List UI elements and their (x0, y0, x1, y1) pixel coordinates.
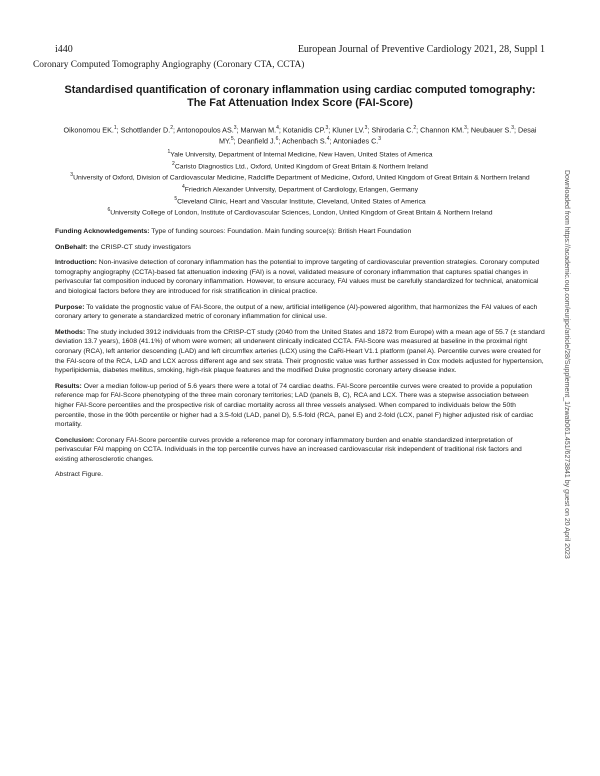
author-name: Desai MY. (218, 125, 537, 146)
affiliation-list (62, 148, 538, 218)
journal-title: European Journal of Preventive Cardiology 2021, 28, Suppl 1 (297, 44, 545, 55)
affiliation-marker: 3 (233, 125, 237, 131)
funding-paragraph: Funding Acknowledgements: Type of funding sources: Foundation. Main funding source(s): British Heart Foundation (55, 228, 412, 235)
author-name: Channon KM. (420, 125, 465, 135)
affiliation-number: 2 (172, 160, 175, 167)
article-title: Standardised quantification of coronary inflammation using cardiac computed tomography: The Fat Attenuation Index Score (FAI-Score) (64, 84, 536, 109)
affiliation-marker: 3 (364, 125, 368, 131)
author-name: Achenbach S. (281, 136, 327, 146)
author-name: Antonopoulos AS. (176, 125, 234, 135)
affiliation-marker: 2 (413, 125, 417, 131)
abstract-figure-caption: Abstract Figure. (55, 471, 103, 479)
affiliation-text: Friedrich Alexander University, Department of Cardiology, Erlangen, Germany (184, 186, 418, 194)
affiliation-marker: 3 (464, 125, 467, 131)
affiliation-number: 4 (182, 184, 185, 191)
affiliation-marker: 5 (230, 135, 234, 142)
author-name: Neubauer S. (470, 125, 512, 135)
on-behalf-paragraph: OnBehalf: the CRISP-CT study investigators (55, 243, 191, 251)
affiliation-marker: 1 (113, 125, 117, 131)
affiliation-text: University College of London, Institute of Cardiovascular Sciences, London, United Kingdom of Great Britain & Northern Ireland (110, 209, 493, 217)
affiliation-marker: 4 (276, 125, 279, 131)
introduction-paragraph: Introduction: Non-invasive detection of coronary inflammation has the potential to improve targeting of cardiovascular prevention strategies. Coronary computed tomography angiography (CCTA)-based fat attenuation indexing (FAI) is a novel, validated measure of coronary inflammation that captures spatial changes in perivascular fat composition induced by coronary inflammation. However, to ensure accuracy, FAI values must be carefully standardized for technical, anatomical and biological factors before they are introduced for risk stratification in clinical practice. (55, 259, 540, 295)
affiliation-line (62, 195, 538, 207)
affiliation-line (62, 148, 538, 160)
abstract-body (55, 227, 545, 486)
affiliation-line (62, 206, 538, 218)
author-name: Deanfield J. (237, 136, 276, 146)
affiliation-text: University of Oxford, Division of Cardiovascular Medicine, Radcliffe Department of Medicine, Oxford, United Kingdom of Great Britain & Northern Ireland (73, 174, 530, 182)
conclusion-paragraph: Conclusion: Coronary FAI-Score percentile curves provide a reference map for coronary inflammatory burden and enable standardized interpretation of perivascular FAI mapping on CCTA. Individuals in the top percentile curves have an increased cardiovascular risk independent of traditional risk factors and existing atherosclerotic changes. (55, 436, 522, 463)
affiliation-marker: 3 (511, 125, 515, 131)
affiliation-marker: 4 (326, 135, 330, 142)
author-name: Kluner LV. (332, 125, 365, 135)
affiliation-number: 5 (174, 195, 178, 202)
author-name: Schottlander D. (120, 125, 171, 135)
affiliation-number: 1 (167, 149, 171, 155)
affiliation-number: 3 (70, 172, 74, 179)
affiliation-line (62, 160, 538, 172)
author-name: Oikonomou EK. (63, 125, 114, 135)
affiliation-line (62, 183, 538, 195)
affiliation-marker: 3 (378, 135, 382, 142)
author-list: Oikonomou EK.$^1$; Schottlander D.$^2$; Antonopoulos AS.$^3$; Marwan M.$^4$; Kotanidis CP.$^3$; Kluner LV.$^3$; Shirodaria C.$^2$; Channon KM.$^3$; Neubauer S.$^3$; Desai MY.$^5$; Deanfield J.$^6$; Achenbach S.$^4$; Antoniades C.$^3$ (63, 125, 537, 146)
affiliation-text: Yale University, Department of Internal Medicine, New Haven, United States of America (170, 151, 433, 159)
section-label: Coronary Computed Tomography Angiography (Coronary CTA, CCTA) (33, 60, 305, 70)
affiliation-text: Caristo Diagnostics Ltd., Oxford, United Kingdom of Great Britain & Northern Ireland (174, 162, 428, 170)
affiliation-line (62, 171, 538, 183)
author-name: Antoniades C. (333, 136, 379, 146)
page-number: i440 (55, 44, 73, 55)
author-name: Shirodaria C. (371, 125, 414, 135)
methods-paragraph: Methods: The study included 3912 individuals from the CRISP-CT study (2040 from the United States and 1872 from Europe) with a mean age of 55.7 (± standard deviation 13.7 years), 1608 (41.1%) of whom were women; all underwent clinically indicated CCTA. FAI-Score was measured at baseline in the proximal right coronary (RCA), left anterior descending (LAD) and left circumflex arteries (LCX) using the CaRi-Heart V1.1 platform (panel A). Percentile curves were created for the FAI-score of the RCA, LAD and LCX across different age and sex strata. Their prognostic value was further assessed in Cox models adjusted for hypertension, hyperlipidemia, diabetes mellitus, smoking, high-risk plaque features and the modified Duke prognostic coronary artery disease index. (55, 328, 545, 375)
affiliation-marker: 3 (325, 125, 329, 131)
affiliation-number: 6 (107, 207, 111, 214)
affiliation-marker: 2 (170, 125, 173, 131)
affiliation-text: Cleveland Clinic, Heart and Vascular Institute, Cleveland, United States of America (177, 197, 426, 205)
author-name: Kotanidis CP. (282, 125, 326, 135)
results-paragraph: Results: Over a median follow-up period of 5.6 years there were a total of 74 cardiac deaths. FAI-Score percentile curves were created to provide a population reference map for FAI-Score phenotyping of the three main coronary territories; LAD (panels B, C), RCA and LCX. There was a stepwise association between higher FAI-Score percentiles and the prospective risk of cardiac mortality across all three vessels analysed. When compared to individuals below the 50th percentile, those in the 90th percentile or higher had a 3.5-fold (LAD, panel D), 5.5-fold (RCA, panel E) and 2-fold (LCX, panel F) higher adjusted risk of cardiac mortality. (55, 382, 534, 429)
download-watermark: Downloaded from https://academic.oup.com/eurjpc/article/28/Supplement_1/zwab061.451/6273841 by guest on 20 April 2023 (563, 170, 570, 559)
affiliation-marker: 6 (275, 135, 279, 142)
author-name: Marwan M. (240, 125, 277, 135)
purpose-paragraph: Purpose: To validate the prognostic value of FAI-Score, the output of a new, artificial intelligence (AI)-powered algorithm, that harmonizes the FAI values of each coronary artery to generate a standardized metric of coronary inflammation for clinical use. (55, 303, 538, 321)
